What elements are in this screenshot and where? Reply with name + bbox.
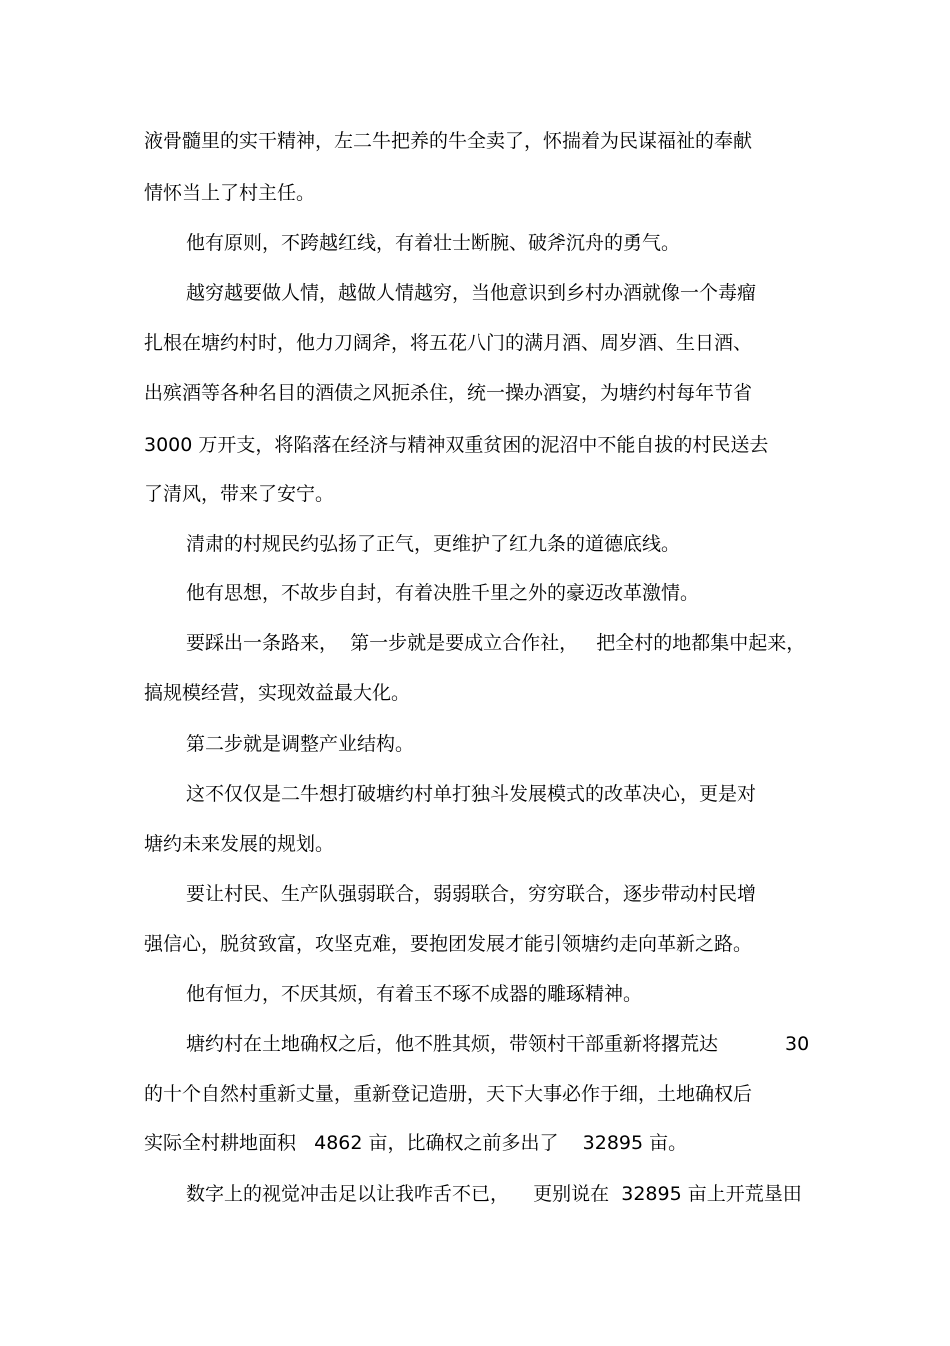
paragraph-line: 塘约村在土地确权之后，他不胜其烦，带领村干部重新将撂荒达 bbox=[186, 1033, 719, 1055]
text-line: 扎根在塘约村时，他力刀阔斧，将五花八门的满月酒、周岁酒、生日酒、 bbox=[144, 332, 753, 354]
text-line: 了清风，带来了安宁。 bbox=[144, 483, 335, 505]
text-line: 液骨髓里的实干精神，左二牛把养的牛全卖了，怀揣着为民谋福祉的奉献 bbox=[144, 130, 753, 152]
paragraph-line: 他有思想，不故步自封，有着决胜千里之外的豪迈改革激情。 bbox=[186, 582, 700, 604]
paragraph-line: 这不仅仅是二牛想打破塘约村单打独斗发展模式的改革决心，更是对 bbox=[186, 783, 757, 805]
text-line: 情怀当上了村主任。 bbox=[144, 182, 316, 204]
trailing-number: 30 bbox=[785, 1033, 810, 1055]
text-line: 强信心，脱贫致富，攻坚克难，要抱团发展才能引领塘约走向革新之路。 bbox=[144, 933, 753, 955]
paragraph-line: 他有恒力，不厌其烦，有着玉不琢不成器的雕琢精神。 bbox=[186, 983, 643, 1005]
text-line: 出殡酒等各种名目的酒债之风扼杀住，统一操办酒宴，为塘约村每年节省 bbox=[144, 382, 753, 404]
text-line: 3000 万开支，将陷落在经济与精神双重贫困的泥沼中不能自拔的村民送去 bbox=[144, 434, 769, 456]
text-line: 搞规模经营，实现效益最大化。 bbox=[144, 682, 411, 704]
text-line: 的十个自然村重新丈量，重新登记造册，天下大事必作于细，土地确权后 bbox=[144, 1083, 753, 1105]
text-line: 实际全村耕地面积 4862 亩，比确权之前多出了 32895 亩。 bbox=[144, 1132, 688, 1154]
paragraph-line: 要踩出一条路来， 第一步就是要成立合作社， 把全村的地都集中起来， bbox=[186, 632, 806, 654]
paragraph-line: 他有原则，不跨越红线，有着壮士断腕、破斧沉舟的勇气。 bbox=[186, 232, 681, 254]
paragraph-line: 要让村民、生产队强弱联合，弱弱联合，穷穷联合，逐步带动村民增 bbox=[186, 883, 757, 905]
paragraph-line: 数字上的视觉冲击足以让我咋舌不已， 更别说在 32895 亩上开荒垦田 bbox=[186, 1183, 802, 1205]
paragraph-line: 清肃的村规民约弘扬了正气，更维护了红九条的道德底线。 bbox=[186, 533, 681, 555]
paragraph-line: 越穷越要做人情，越做人情越穷，当他意识到乡村办酒就像一个毒瘤 bbox=[186, 282, 757, 304]
text-line: 塘约未来发展的规划。 bbox=[144, 833, 335, 855]
paragraph-line: 第二步就是调整产业结构。 bbox=[186, 733, 415, 755]
